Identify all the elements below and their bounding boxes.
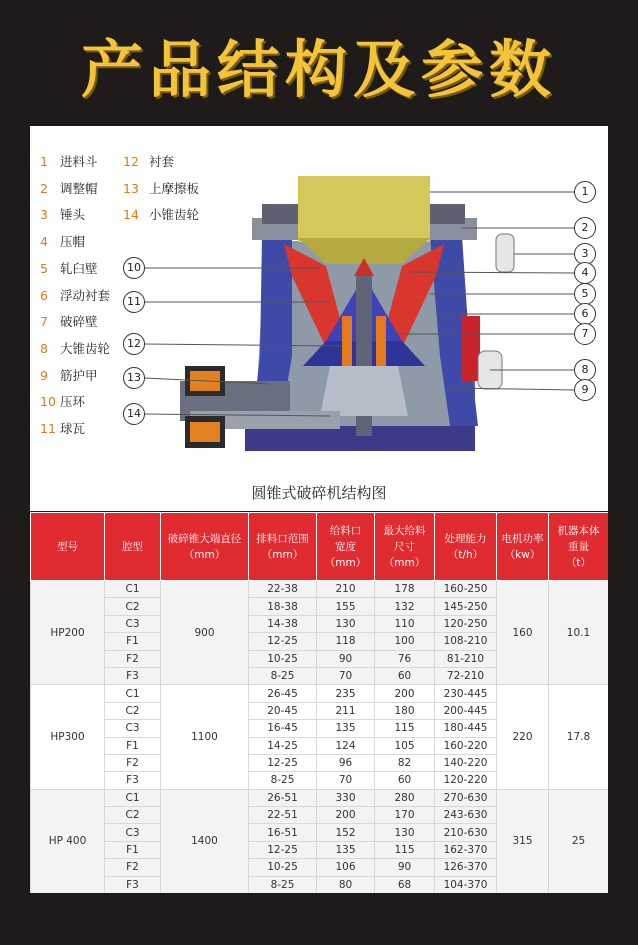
callout-marker: 1 [574, 181, 596, 203]
legend-number: 5 [40, 260, 48, 276]
max-feed-cell: 90 [375, 859, 435, 876]
cavity-cell: C2 [105, 702, 161, 719]
spec-table-panel [30, 512, 608, 893]
callout-marker: 13 [123, 367, 145, 389]
callout-marker: 10 [123, 257, 145, 279]
callout-marker: 14 [123, 403, 145, 425]
legend-number: 10 [40, 394, 56, 410]
table-row [31, 685, 609, 702]
legend-number: 2 [40, 180, 48, 196]
legend-label: 进料斗 [60, 154, 98, 169]
callout-marker: 12 [123, 333, 145, 355]
capacity-cell: 160-250 [435, 581, 497, 598]
capacity-cell: 81-210 [435, 650, 497, 667]
power-cell: 220 [497, 685, 549, 789]
column-header-line: （t） [565, 556, 592, 569]
legend-label: 大锥齿轮 [60, 340, 111, 356]
cavity-cell: C2 [105, 598, 161, 615]
capacity-cell: 145-250 [435, 598, 497, 615]
model-cell: HP200 [31, 581, 105, 685]
legend-label: 破碎壁 [60, 314, 98, 330]
column-header [549, 513, 609, 581]
column-header [497, 513, 549, 581]
cavity-cell: F1 [105, 633, 161, 650]
column-header-line: （t/h） [447, 548, 484, 561]
legend-number: 3 [40, 207, 48, 223]
capacity-cell: 72-210 [435, 667, 497, 684]
table-row [31, 789, 609, 806]
column-header-line: 型号 [57, 540, 78, 553]
column-header-line: （kw） [504, 548, 541, 561]
feed-width-cell: 135 [317, 841, 375, 858]
legend-number: 14 [123, 207, 139, 223]
weight-cell: 10.1 [549, 581, 609, 685]
cavity-cell: C1 [105, 789, 161, 806]
column-header [375, 513, 435, 581]
capacity-cell: 160-220 [435, 737, 497, 754]
column-header [31, 513, 105, 581]
max-feed-cell: 68 [375, 876, 435, 893]
callout-marker: 7 [574, 323, 596, 345]
capacity-cell: 140-220 [435, 754, 497, 771]
max-feed-cell: 132 [375, 598, 435, 615]
discharge-cell: 20-45 [249, 702, 317, 719]
feed-width-cell: 118 [317, 633, 375, 650]
cavity-cell: C1 [105, 581, 161, 598]
max-feed-cell: 180 [375, 702, 435, 719]
max-feed-cell: 105 [375, 737, 435, 754]
max-feed-cell: 130 [375, 824, 435, 841]
max-feed-cell: 60 [375, 667, 435, 684]
feed-width-cell: 70 [317, 667, 375, 684]
feed-width-cell: 90 [317, 650, 375, 667]
feed-width-cell: 96 [317, 754, 375, 771]
discharge-cell: 22-51 [249, 807, 317, 824]
cavity-cell: F2 [105, 859, 161, 876]
column-header-line: 重量 [568, 540, 589, 553]
column-header [317, 513, 375, 581]
diagram-caption: 圆锥式破碎机结构图 [251, 484, 387, 502]
legend-label: 上摩擦板 [149, 180, 200, 196]
legend-number: 8 [40, 340, 48, 356]
feed-width-cell: 155 [317, 598, 375, 615]
feed-width-cell: 152 [317, 824, 375, 841]
discharge-cell: 22-38 [249, 581, 317, 598]
column-header-line: 电机功率 [501, 532, 544, 545]
feed-width-cell: 200 [317, 807, 375, 824]
cavity-cell: F3 [105, 667, 161, 684]
feed-width-cell: 135 [317, 720, 375, 737]
max-feed-cell: 200 [375, 685, 435, 702]
legend-label: 小锥齿轮 [149, 207, 200, 223]
capacity-cell: 120-220 [435, 772, 497, 789]
column-header-line: 腔型 [122, 540, 143, 553]
max-feed-cell: 82 [375, 754, 435, 771]
discharge-cell: 8-25 [249, 772, 317, 789]
column-header-line: （mm） [183, 548, 226, 561]
legend-label: 轧臼壁 [60, 260, 98, 276]
column-header-line: （mm） [324, 556, 367, 569]
capacity-cell: 104-370 [435, 876, 497, 893]
cavity-cell: C1 [105, 685, 161, 702]
cavity-cell: C3 [105, 824, 161, 841]
cavity-cell: C2 [105, 807, 161, 824]
model-cell: HP 400 [31, 789, 105, 893]
diameter-cell: 1100 [161, 685, 249, 789]
capacity-cell: 210-630 [435, 824, 497, 841]
cavity-cell: C3 [105, 615, 161, 632]
crusher-cross-section-diagram [30, 126, 608, 476]
callout-marker: 5 [574, 283, 596, 305]
discharge-cell: 26-51 [249, 789, 317, 806]
power-cell: 315 [497, 789, 549, 893]
capacity-cell: 126-370 [435, 859, 497, 876]
feed-width-cell: 124 [317, 737, 375, 754]
legend-number: 1 [40, 154, 48, 169]
discharge-cell: 16-45 [249, 720, 317, 737]
discharge-cell: 12-25 [249, 841, 317, 858]
legend-label: 压环 [60, 394, 86, 410]
max-feed-cell: 178 [375, 581, 435, 598]
max-feed-cell: 100 [375, 633, 435, 650]
callout-marker: 9 [574, 379, 596, 401]
legend-label: 筋护甲 [60, 367, 98, 383]
feed-width-cell: 106 [317, 859, 375, 876]
capacity-cell: 108-210 [435, 633, 497, 650]
column-header-line: 最大给料 [383, 524, 426, 537]
max-feed-cell: 115 [375, 841, 435, 858]
column-header [249, 513, 317, 581]
cavity-cell: F3 [105, 876, 161, 893]
callout-marker: 11 [123, 291, 145, 313]
feed-width-cell: 80 [317, 876, 375, 893]
legend-label: 压帽 [60, 234, 86, 250]
column-header [105, 513, 161, 581]
legend-label: 衬套 [149, 154, 175, 169]
cavity-cell: F2 [105, 650, 161, 667]
column-header-line: （mm） [383, 556, 426, 569]
legend-number: 12 [123, 154, 139, 169]
feed-width-cell: 130 [317, 615, 375, 632]
feed-width-cell: 211 [317, 702, 375, 719]
discharge-cell: 18-38 [249, 598, 317, 615]
capacity-cell: 230-445 [435, 685, 497, 702]
callout-marker: 2 [574, 217, 596, 239]
cavity-cell: F1 [105, 841, 161, 858]
feed-width-cell: 330 [317, 789, 375, 806]
discharge-cell: 14-25 [249, 737, 317, 754]
callout-marker: 6 [574, 303, 596, 325]
max-feed-cell: 110 [375, 615, 435, 632]
callout-marker: 4 [574, 262, 596, 284]
discharge-cell: 10-25 [249, 859, 317, 876]
legend-number: 11 [40, 421, 56, 436]
column-header-line: （mm） [261, 548, 304, 561]
column-header-line: 尺寸 [394, 540, 415, 553]
column-header-line: 机器本体 [557, 524, 600, 537]
capacity-cell: 243-630 [435, 807, 497, 824]
column-header [161, 513, 249, 581]
cavity-cell: F3 [105, 772, 161, 789]
capacity-cell: 180-445 [435, 720, 497, 737]
column-header-line: 处理能力 [444, 532, 487, 545]
feed-width-cell: 235 [317, 685, 375, 702]
callout-marker: 3 [574, 243, 596, 265]
capacity-cell: 200-445 [435, 702, 497, 719]
page-title: 产品结构及参数 [80, 33, 557, 106]
power-cell: 160 [497, 581, 549, 685]
max-feed-cell: 115 [375, 720, 435, 737]
column-header-line: 破碎锥大端直径 [167, 532, 242, 545]
callout-marker: 8 [574, 359, 596, 381]
capacity-cell: 162-370 [435, 841, 497, 858]
model-cell: HP300 [31, 685, 105, 789]
discharge-cell: 8-25 [249, 876, 317, 893]
discharge-cell: 12-25 [249, 633, 317, 650]
cavity-cell: F1 [105, 737, 161, 754]
feed-width-cell: 70 [317, 772, 375, 789]
weight-cell: 25 [549, 789, 609, 893]
table-header-row [31, 513, 609, 581]
max-feed-cell: 170 [375, 807, 435, 824]
legend-number: 13 [123, 180, 139, 196]
diameter-cell: 900 [161, 581, 249, 685]
legend-number: 6 [40, 287, 48, 303]
legend-label: 调整帽 [60, 180, 98, 196]
legend-label: 锤头 [60, 207, 86, 223]
max-feed-cell: 76 [375, 650, 435, 667]
diameter-cell: 1400 [161, 789, 249, 893]
legend-number: 4 [40, 234, 48, 250]
discharge-cell: 8-25 [249, 667, 317, 684]
capacity-cell: 120-250 [435, 615, 497, 632]
table-row [31, 581, 609, 598]
column-header [435, 513, 497, 581]
discharge-cell: 12-25 [249, 754, 317, 771]
discharge-cell: 10-25 [249, 650, 317, 667]
cavity-cell: C3 [105, 720, 161, 737]
legend-number: 9 [40, 367, 48, 383]
discharge-cell: 26-45 [249, 685, 317, 702]
legend-label: 浮动衬套 [60, 287, 111, 303]
column-header-line: 排料口范围 [256, 532, 309, 545]
max-feed-cell: 60 [375, 772, 435, 789]
column-header-line: 宽度 [335, 540, 356, 553]
weight-cell: 17.8 [549, 685, 609, 789]
column-header-line: 给料口 [329, 524, 362, 537]
cavity-cell: F2 [105, 754, 161, 771]
legend-label: 球瓦 [60, 421, 86, 436]
legend-number: 7 [40, 314, 48, 330]
capacity-cell: 270-630 [435, 789, 497, 806]
spec-table [30, 512, 608, 893]
discharge-cell: 14-38 [249, 615, 317, 632]
discharge-cell: 16-51 [249, 824, 317, 841]
feed-width-cell: 210 [317, 581, 375, 598]
structure-diagram-panel [30, 126, 608, 511]
max-feed-cell: 280 [375, 789, 435, 806]
